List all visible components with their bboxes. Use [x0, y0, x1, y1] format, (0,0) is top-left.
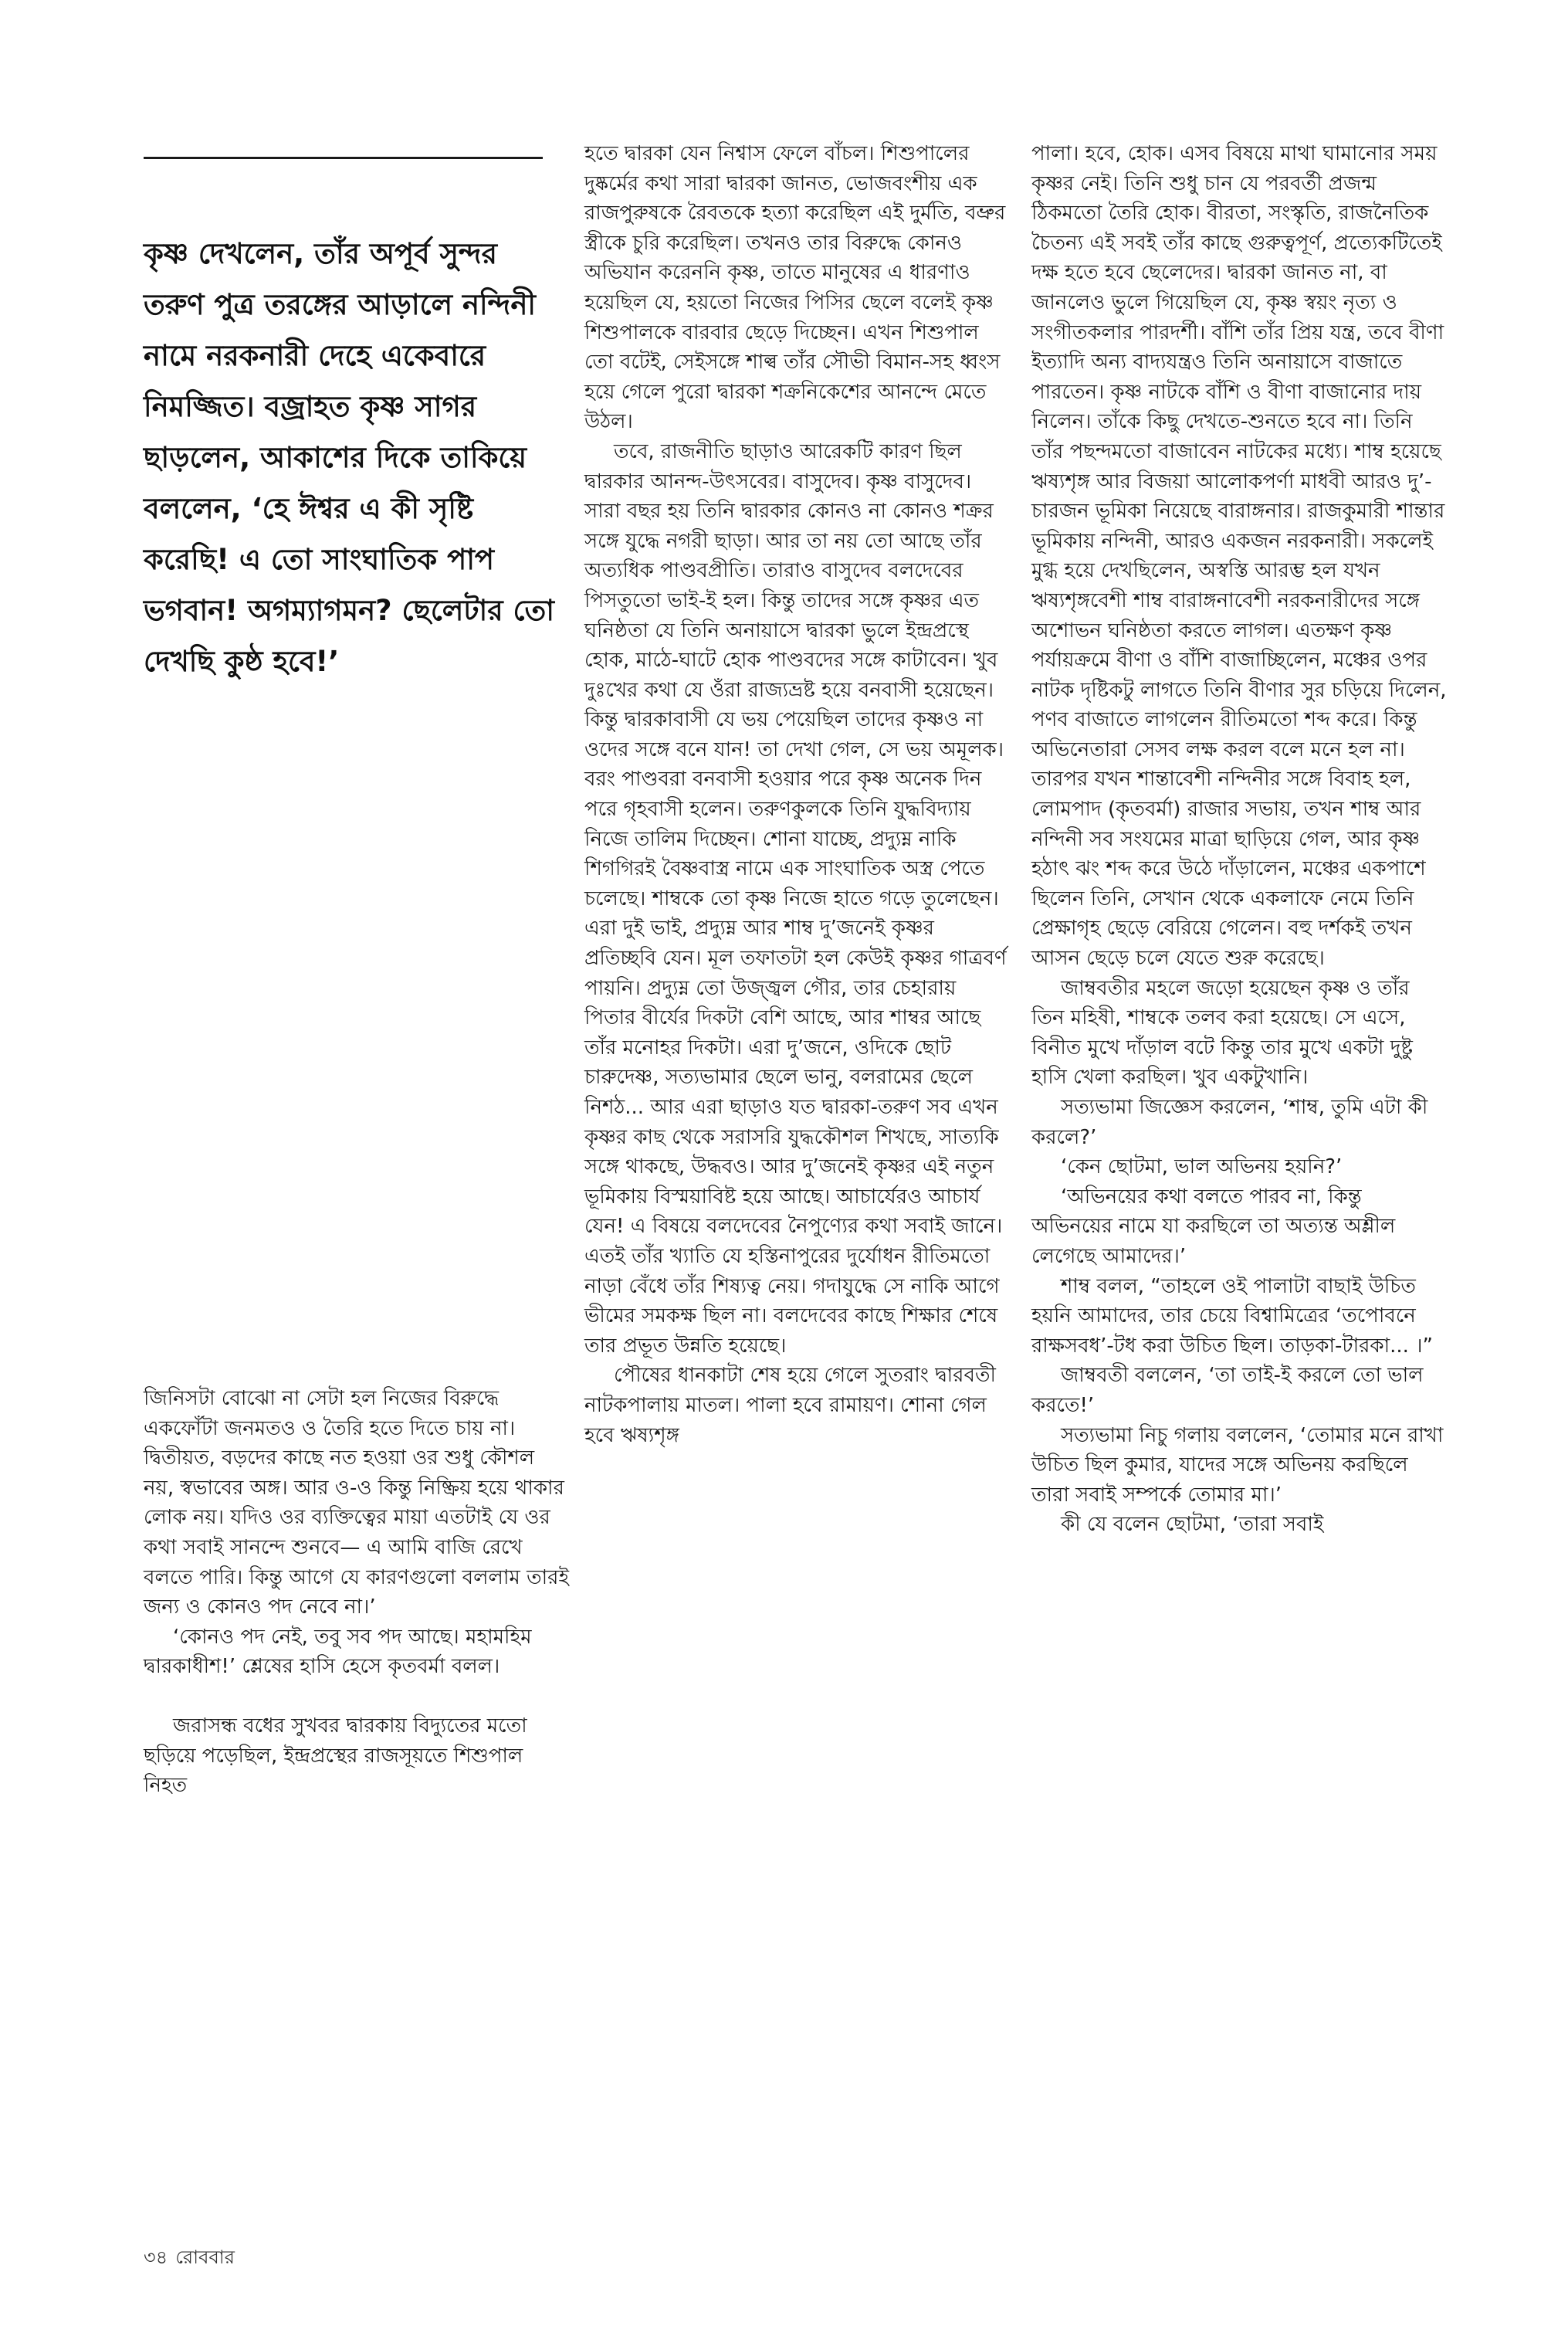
right-paragraph-4: ‘কেন ছোটমা, ভাল অভিনয় হয়নি?’	[1061, 1155, 1343, 1179]
left-column	[144, 1384, 570, 1801]
middle-paragraph-3: পৌষের ধানকাটা শেষ হয়ে গেলে সুতরাং দ্বারবতী নাটকপালায় মাতল। পালা হবে রামায়ণ। শোনা গেল হবে ঋষ্যশৃঙ্গ	[584, 1364, 996, 1447]
left-paragraph-1: জিনিসটা বোঝো না সেটা হল নিজের বিরুদ্ধে একফোঁটা জনমতও ও তৈরি হতে দিতে চায় না। দ্বিতীয়ত, বড়দের কাছে নত হওয়া ওর শুধু কৌশল নয়, স্বভাবের অঙ্গ। আর ও-ও কিন্তু নিষ্ক্রিয় হয়ে থাকার লোক নয়। যদিও ওর ব্যক্তিত্বের মায়া এতটাই যে ওর কথা সবাই সানন্দে শুনবে— এ আমি বাজি রেখে বলতে পারি। কিন্তু আগে যে কারণগুলো বললাম তারই জন্য ও কোনও পদ নেবে না।’	[144, 1387, 570, 1619]
right-paragraph-7: জাম্ববতী বললেন, ‘তা তাই-ই করলে তো ভাল করতে!’	[1031, 1364, 1424, 1417]
page-footer	[144, 2243, 242, 2274]
right-paragraph-3: সত্যভামা জিজ্ঞেস করলেন, ‘শাম্ব, তুমি এটা কী করলে?’	[1031, 1096, 1428, 1149]
right-paragraph-5: ‘অভিনয়ের কথা বলতে পারব না, কিন্তু অভিনয়ের নামে যা করছিলে তা অত্যন্ত অশ্লীল লেগেছে আমাদের।’	[1031, 1185, 1396, 1268]
pull-quote-text: কৃষ্ণ দেখলেন, তাঁর অপূর্ব সুন্দর তরুণ পুত্র তরঙ্গের আড়ালে নন্দিনী নামে নরকনারী দেহে একেবারে নিমজ্জিত। বজ্রাহত কৃষ্ণ সাগর ছাড়লেন, আকাশের দিকে তাকিয়ে বললেন, ‘হে ঈশ্বর এ কী সৃষ্টি করেছি! এ তো সাংঘাতিক পাপ ভগবান! অগম্যাগমন? ছেলেটার তো দেখছি কুষ্ঠ হবে!’	[144, 237, 555, 678]
right-paragraph-9: কী যে বলেন ছোটমা, ‘তারা সবাই	[1061, 1513, 1324, 1537]
right-paragraph-1: পালা। হবে, হোক। এসব বিষয়ে মাথা ঘামানোর সময় কৃষ্ণর নেই। তিনি শুধু চান যে পরবর্তী প্রজন্ম ঠিকমতো তৈরি হোক। বীরতা, সংস্কৃতি, রাজনৈতিক চৈতন্য এই সবই তাঁর কাছে গুরুত্বপূর্ণ, প্রত্যেকটিতেই দক্ষ হতে হবে ছেলেদের। দ্বারকা জানত না, বা জানলেও ভুলে গিয়েছিল যে, কৃষ্ণ স্বয়ং নৃত্য ও সংগীতকলার পারদর্শী। বাঁশি তাঁর প্রিয় যন্ত্র, তবে বীণা ইত্যাদি অন্য বাদ্যযন্ত্রও তিনি অনায়াসে বাজাতে পারতেন। কৃষ্ণ নাটকে বাঁশি ও বীণা বাজানোর দায় নিলেন। তাঁকে কিছু দেখতে-শুনতে হবে না। তিনি তাঁর পছন্দমতো বাজাবেন নাটকের মধ্যে। শাম্ব হয়েছে ঋষ্যশৃঙ্গ আর বিজয়া আলোকপর্ণা মাধবী আরও দু’-চারজন ভূমিকা নিয়েছে বারাঙ্গনার। রাজকুমারী শান্তার ভূমিকায় নন্দিনী, আরও একজন নরকনারী। সকলেই মুগ্ধ হয়ে দেখছিলেন, অস্বস্তি আরম্ভ হল যখন ঋষ্যশৃঙ্গবেশী শাম্ব বারাঙ্গনাবেশী নরকনারীদের সঙ্গে অশোভন ঘনিষ্ঠতা করতে লাগল। এতক্ষণ কৃষ্ণ পর্যায়ক্রমে বীণা ও বাঁশি বাজাচ্ছিলেন, মঞ্চের ওপর নাটক দৃষ্টিকটু লাগতে তিনি বীণার সুর চড়িয়ে দিলেন, পণব বাজাতে লাগলেন রীতিমতো শব্দ করে। কিন্তু অভিনেতারা সেসব লক্ষ করল বলে মনে হল না। তারপর যখন শান্তাবেশী নন্দিনীর সঙ্গে বিবাহ হল, লোমপাদ (কৃতবর্মা) রাজার সভায়, তখন শাম্ব আর নন্দিনী সব সংযমের মাত্রা ছাড়িয়ে গেল, আর কৃষ্ণ হঠাৎ ঝং শব্দ করে উঠে দাঁড়ালেন, মঞ্চের একপাশে ছিলেন তিনি, সেখান থেকে একলাফে নেমে তিনি প্রেক্ষাগৃহ ছেড়ে বেরিয়ে গেলেন। বহু দর্শকই তখন আসন ছেড়ে চলে যেতে শুরু করেছে।	[1031, 142, 1447, 971]
publication-name: রোববার	[175, 2246, 235, 2268]
left-paragraph-3: জরাসন্ধ বধের সুখবর দ্বারকায় বিদ্যুতের মতো ছড়িয়ে পড়েছিল, ইন্দ্রপ্রস্থের রাজসূয়তে শিশুপাল নিহত	[144, 1714, 527, 1798]
middle-paragraph-1: হতে দ্বারকা যেন নিশ্বাস ফেলে বাঁচল। শিশুপালের দুষ্কর্মের কথা সারা দ্বারকা জানত, ভোজবংশীয় এক রাজপুরুষকে রৈবতকে হত্যা করেছিল এই দুর্মতি, বভ্রুর স্ত্রীকে চুরি করেছিল। তখনও তার বিরুদ্ধে কোনও অভিযান করেননি কৃষ্ণ, তাতে মানুষের এ ধারণাও হয়েছিল যে, হয়তো নিজের পিসির ছেলে বলেই কৃষ্ণ শিশুপালকে বারবার ছেড়ে দিচ্ছেন। এখন শিশুপাল তো বটেই, সেইসঙ্গে শাল্ব তাঁর সৌভী বিমান-সহ ধ্বংস হয়ে গেলে পুরো দ্বারকা শক্রনিকেশের আনন্দে মেতে উঠল।	[584, 142, 1006, 434]
pull-quote	[144, 229, 560, 687]
left-paragraph-2: ‘কোনও পদ নেই, তবু সব পদ আছে। মহামহিম দ্বারকাধীশ!’ শ্লেষের হাসি হেসে কৃতবর্মা বলল।	[144, 1625, 532, 1679]
right-column	[1031, 139, 1448, 1540]
right-paragraph-6: শাম্ব বলল, “তাহলে ওই পালাটা বাছাই উচিত হয়নি আমাদের, তার চেয়ে বিশ্বামিত্রের ‘তপোবনে রাক্ষসবধ’-টধ করা উচিত ছিল। তাড়কা-টারকা... ।”	[1031, 1274, 1433, 1358]
pull-quote-rule	[144, 157, 543, 159]
middle-paragraph-2: তবে, রাজনীতি ছাড়াও আরেকটি কারণ ছিল দ্বারকার আনন্দ-উৎসবের। বাসুদেব। কৃষ্ণ বাসুদেব। সারা বছর হয় তিনি দ্বারকার কোনও না কোনও শক্রর সঙ্গে যুদ্ধে নগরী ছাড়া। আর তা নয় তো আছে তাঁর অত্যধিক পাণ্ডবপ্রীতি। তারাও বাসুদেব বলদেবের পিসতুতো ভাই-ই হল। কিন্তু তাদের সঙ্গে কৃষ্ণর এত ঘনিষ্ঠতা যে তিনি অনায়াসে দ্বারকা ভুলে ইন্দ্রপ্রস্থে হোক, মাঠে-ঘাটে হোক পাণ্ডবদের সঙ্গে কাটাবেন। খুব দুঃখের কথা যে ওঁরা রাজ্যভ্রষ্ট হয়ে বনবাসী হয়েছেন। কিন্তু দ্বারকাবাসী যে ভয় পেয়েছিল তাদের কৃষ্ণও না ওদের সঙ্গে বনে যান! তা দেখা গেল, সে ভয় অমূলক। বরং পাণ্ডবরা বনবাসী হওয়ার পরে কৃষ্ণ অনেক দিন পরে গৃহবাসী হলেন। তরুণকুলকে তিনি যুদ্ধবিদ্যায় নিজে তালিম দিচ্ছেন। শোনা যাচ্ছে, প্রদ্যুম্ন নাকি শিগগিরই বৈষ্ণবাস্ত্র নামে এক সাংঘাতিক অস্ত্র পেতে চলেছে। শাম্বকে তো কৃষ্ণ নিজে হাতে গড়ে তুলেছেন। এরা দুই ভাই, প্রদ্যুম্ন আর শাম্ব দু’জনেই কৃষ্ণর প্রতিচ্ছবি যেন। মূল তফাতটা হল কেউই কৃষ্ণর গাত্রবর্ণ পায়নি। প্রদ্যুম্ন তো উজ্জ্বল গৌর, তার চেহারায় পিতার বীর্যের দিকটা বেশি আছে, আর শাম্বর আছে তাঁর মনোহর দিকটা। এরা দু’জনে, ওদিকে ছোট চারুদেষ্ণ, সত্যভামার ছেলে ভানু, বলরামের ছেলে নিশঠ... আর এরা ছাড়াও যত দ্বারকা-তরুণ সব এখন কৃষ্ণর কাছ থেকে সরাসরি যুদ্ধকৌশল শিখছে, সাত্যকি সঙ্গে থাকছে, উদ্ধবও। আর দু’জনেই কৃষ্ণর এই নতুন ভূমিকায় বিস্ময়াবিষ্ট হয়ে আছে। আচার্যেরও আচার্য যেন! এ বিষয়ে বলদেবের নৈপুণ্যের কথা সবাই জানে। এতই তাঁর খ্যাতি যে হস্তিনাপুরের দুর্যোধন রীতিমতো নাড়া বেঁধে তাঁর শিষ্যত্ব নেয়। গদাযুদ্ধে সে নাকি আগে ভীমের সমকক্ষ ছিল না। বলদেবের কাছে শিক্ষার শেষে তার প্রভূত উন্নতি হয়েছে।	[584, 439, 1007, 1358]
right-paragraph-2: জাম্ববতীর মহলে জড়ো হয়েছেন কৃষ্ণ ও তাঁর তিন মহিষী, শাম্বকে তলব করা হয়েছে। সে এসে, বিনীত মুখে দাঁড়াল বটে কিন্তু তার মুখে একটা দুষ্টু হাসি খেলা করছিল। খুব একটুখানি।	[1031, 976, 1413, 1090]
middle-column	[584, 139, 1011, 1450]
right-paragraph-8: সত্যভামা নিচু গলায় বললেন, ‘তোমার মনে রাখা উচিত ছিল কুমার, যাদের সঙ্গে অভিনয় করছিলে তারা সবাই সম্পর্কে তোমার মা।’	[1031, 1423, 1444, 1507]
page-number: ৩৪	[144, 2246, 168, 2268]
